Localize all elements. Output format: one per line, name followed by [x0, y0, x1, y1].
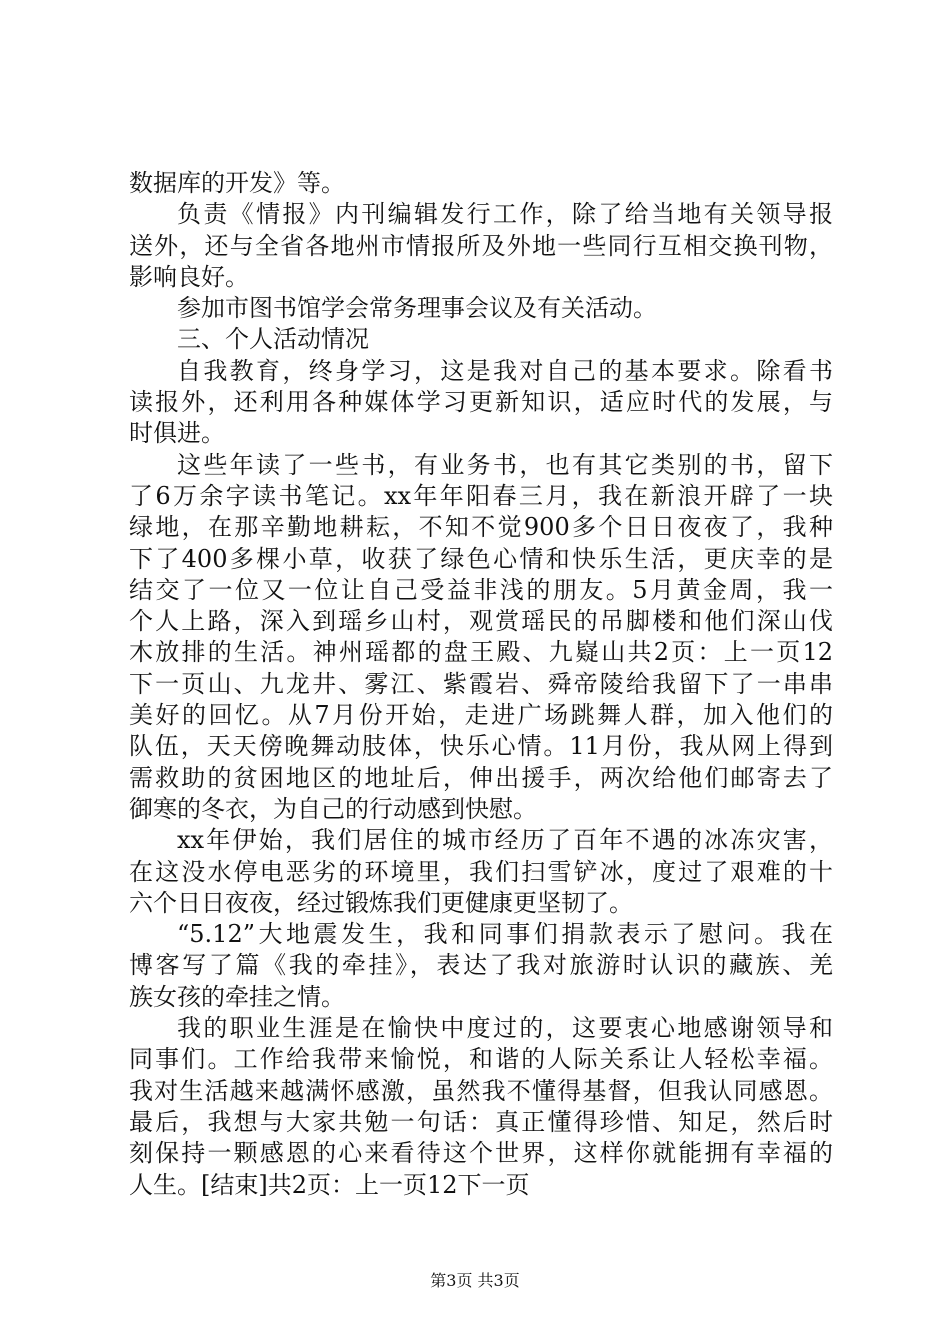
text-line: 我对生活越来越满怀感激，虽然我不懂得基督，但我认同感恩。 — [129, 1076, 833, 1105]
paragraph-start-line: 我的职业生涯是在愉快中度过的，这要衷心地感谢领导和 — [177, 1014, 833, 1043]
text-line: 六个日日夜夜，经过锻炼我们更健康更坚韧了。 — [129, 888, 633, 917]
text-line: 绿地，在那辛勤地耕耘，不知不觉900多个日日夜夜了，我种 — [129, 513, 833, 542]
paragraph-line: 参加市图书馆学会常务理事会议及有关活动。 — [177, 294, 657, 323]
text-line: 刻保持一颗感恩的心来看待这个世界，这样你就能拥有幸福的 — [129, 1139, 833, 1168]
text-line: 下了400多棵小草，收获了绿色心情和快乐生活，更庆幸的是 — [129, 544, 833, 573]
text-line: 下一页山、九龙井、雾江、紫霞岩、舜帝陵给我留下了一串串 — [129, 669, 833, 698]
paragraph-start-line: 这些年读了一些书，有业务书，也有其它类别的书，留下 — [177, 450, 833, 479]
text-line: 族女孩的牵挂之情。 — [129, 982, 345, 1011]
paragraph-start-line: “5.12”大地震发生，我和同事们捐款表示了慰问。我在 — [177, 920, 833, 949]
text-line: 个人上路，深入到瑶乡山村，观赏瑶民的吊脚楼和他们深山伐 — [129, 607, 833, 636]
text-line: 队伍，天天傍晚舞动肢体，快乐心情。11月份，我从网上得到 — [129, 732, 833, 761]
text-line: 影响良好。 — [129, 262, 249, 291]
paragraph-start-line: xx年伊始，我们居住的城市经历了百年不遇的冰冻灾害， — [177, 826, 833, 855]
document-body — [129, 168, 833, 1201]
text-line: 御寒的冬衣，为自己的行动感到快慰。 — [129, 794, 537, 823]
paragraph-start-line: 自我教育，终身学习，这是我对自己的基本要求。除看书 — [177, 356, 833, 385]
text-line: 在这没水停电恶劣的环境里，我们扫雪铲冰，度过了艰难的十 — [129, 857, 833, 886]
text-line: 人生。[结束]共2页：上一页12下一页 — [129, 1170, 530, 1199]
text-line: 送外，还与全省各地州市情报所及外地一些同行互相交换刊物， — [129, 231, 833, 260]
text-line: 结交了一位又一位让自己受益非浅的朋友。5月黄金周，我一 — [129, 575, 833, 604]
text-line: 时俱进。 — [129, 419, 225, 448]
text-line: 同事们。工作给我带来愉悦，和谐的人际关系让人轻松幸福。 — [129, 1045, 833, 1074]
text-line: 需救助的贫困地区的地址后，伸出援手，两次给他们邮寄去了 — [129, 763, 833, 792]
text-line: 木放排的生活。神州瑶都的盘王殿、九嶷山共2页：上一页12 — [129, 638, 833, 667]
text-line: 美好的回忆。从7月份开始，走进广场跳舞人群，加入他们的 — [129, 701, 833, 730]
text-line: 最后，我想与大家共勉一句话：真正懂得珍惜、知足，然后时 — [129, 1107, 833, 1136]
text-line: 了6万余字读书笔记。xx年年阳春三月，我在新浪开辟了一块 — [129, 481, 833, 510]
text-line: 博客写了篇《我的牵挂》，表达了我对旅游时认识的藏族、羌 — [129, 951, 833, 980]
section-heading: 三、个人活动情况 — [177, 325, 369, 354]
page-number-footer: 第3页 共3页 — [430, 1271, 520, 1290]
text-line: 数据库的开发》等。 — [129, 169, 345, 197]
paragraph-start-line: 负责《情报》内刊编辑发行工作，除了给当地有关领导报 — [177, 200, 833, 229]
text-line: 读报外，还利用各种媒体学习更新知识，适应时代的发展，与 — [129, 388, 833, 417]
